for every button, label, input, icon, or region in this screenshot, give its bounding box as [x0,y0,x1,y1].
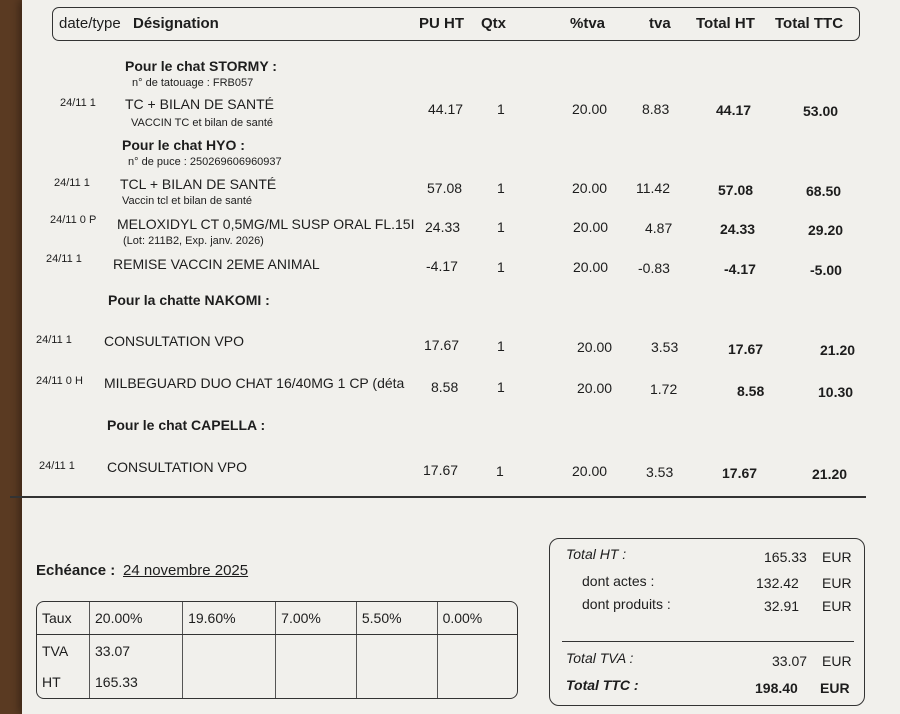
produits-value: 32.91 [764,598,800,614]
vat-cell: 20.00% [90,602,183,634]
line-tva: 4.87 [645,220,673,236]
line-pu: 8.58 [431,379,459,395]
line-date: 24/11 1 [54,177,90,189]
total-ttc-label: Total TTC : [566,677,639,693]
line-ht: 44.17 [716,102,752,118]
line-date: 24/11 1 [46,253,82,265]
section-subtitle: n° de puce : 250269606960937 [128,156,282,168]
line-date: 24/11 1 [39,460,75,472]
header-total-ttc: Total TTC [775,15,844,32]
line-label: MILBEGUARD DUO CHAT 16/40MG 1 CP (déta [104,375,405,391]
line-detail: Vaccin tcl et bilan de santé [122,195,253,207]
vat-cell: 19.60% [183,602,276,634]
vat-cell: 165.33 [90,667,183,699]
line-ttc: 21.20 [812,466,848,482]
section-title: Pour le chat HYO : [122,137,245,153]
total-tva-label: Total TVA : [566,650,634,666]
line-ht: 24.33 [720,221,756,237]
currency-label: EUR [822,598,852,614]
header-qtx: Qtx [481,15,507,32]
vat-cell [356,634,437,666]
vat-rate-row [37,602,517,634]
header-total-ht: Total HT [696,15,755,32]
line-tva: 8.83 [642,101,670,117]
line-label: CONSULTATION VPO [104,333,245,349]
line-qty: 1 [497,338,505,354]
produits-label: dont produits : [582,596,671,612]
line-date: 24/11 1 [36,334,72,346]
vat-cell [183,634,276,666]
line-qty: 1 [497,101,505,117]
currency-label: EUR [822,549,852,565]
line-label: TCL + BILAN DE SANTÉ [120,176,277,192]
actes-label: dont actes : [582,573,655,589]
vat-cell: 7.00% [276,602,357,634]
vat-cell: 33.07 [90,634,183,666]
line-detail: (Lot: 211B2, Exp. janv. 2026) [123,235,264,247]
currency-label: EUR [822,653,852,669]
header-pct-tva: %tva [570,15,606,32]
line-pct: 20.00 [572,463,608,479]
line-pu: 44.17 [428,101,464,117]
vat-cell [437,667,517,699]
vat-summary-table [36,601,518,699]
vat-amount-row [37,634,517,666]
line-tva: 3.53 [646,464,674,480]
line-ttc: 68.50 [806,183,842,199]
vat-cell [276,634,357,666]
line-ht: 17.67 [722,465,758,481]
line-tva: 1.72 [650,381,678,397]
vat-cell: 0.00% [437,602,517,634]
line-pu: 17.67 [424,337,460,353]
echeance-label: Echéance : [36,562,116,579]
total-tva-value: 33.07 [772,653,808,669]
currency-label: EUR [820,680,850,696]
line-tva: -0.83 [638,260,670,276]
actes-value: 132.42 [756,575,799,591]
section-subtitle: n° de tatouage : FRB057 [132,77,254,89]
line-date: 24/11 0 H [36,375,83,387]
vat-cell [183,667,276,699]
line-pu: 24.33 [425,219,461,235]
vat-cell: HT [42,674,61,691]
total-ht-value: 165.33 [764,549,807,565]
currency-label: EUR [822,575,852,591]
line-pct: 20.00 [577,380,613,396]
vat-cell: Taux [37,602,90,634]
line-label: CONSULTATION VPO [107,459,248,475]
line-tva: 3.53 [651,339,679,355]
line-pct: 20.00 [573,259,609,275]
header-date-type: date/type [59,15,121,32]
line-pu: -4.17 [426,258,458,274]
line-date: 24/11 1 [60,97,96,109]
header-tva: tva [649,15,671,32]
vat-cell [276,667,357,699]
line-qty: 1 [497,379,505,395]
line-ht: 57.08 [718,182,754,198]
line-detail: VACCIN TC et bilan de santé [131,117,274,129]
line-pct: 20.00 [572,101,608,117]
line-ttc: 29.20 [808,222,844,238]
line-ttc: -5.00 [810,262,842,278]
line-ht: 8.58 [737,383,765,399]
line-ttc: 21.20 [820,342,856,358]
totals-divider [562,641,854,642]
vat-cell: TVA [42,642,69,659]
table-bottom-rule [10,496,866,498]
line-ttc: 10.30 [818,384,854,400]
line-qty: 1 [497,219,505,235]
line-pu: 17.67 [423,462,459,478]
section-title: Pour le chat STORMY : [125,58,277,74]
line-pct: 20.00 [572,180,608,196]
vat-cell [356,667,437,699]
totals-box [549,538,865,706]
line-pct: 20.00 [573,219,609,235]
table-header [52,7,860,41]
line-qty: 1 [497,259,505,275]
echeance-date: 24 novembre 2025 [123,562,249,579]
total-ht-label: Total HT : [566,546,627,562]
line-tva: 11.42 [636,180,670,196]
vat-cell: 5.50% [356,602,437,634]
line-qty: 1 [496,463,504,479]
section-title: Pour le chat CAPELLA : [107,417,266,433]
vat-ht-row [37,667,517,699]
line-ht: -4.17 [724,261,756,277]
vat-cell [437,634,517,666]
line-label: MELOXIDYL CT 0,5MG/ML SUSP ORAL FL.15I [117,216,414,232]
line-label: REMISE VACCIN 2EME ANIMAL [113,256,320,272]
line-pu: 57.08 [427,180,463,196]
line-ttc: 53.00 [803,103,839,119]
line-qty: 1 [497,180,505,196]
line-ht: 17.67 [728,341,764,357]
total-ttc-value: 198.40 [755,680,798,696]
header-designation: Désignation [133,15,219,32]
line-pct: 20.00 [577,339,613,355]
line-date: 24/11 0 P [50,214,97,226]
section-title: Pour la chatte NAKOMI : [108,292,270,308]
line-label: TC + BILAN DE SANTÉ [125,96,274,112]
header-pu-ht: PU HT [419,15,464,32]
